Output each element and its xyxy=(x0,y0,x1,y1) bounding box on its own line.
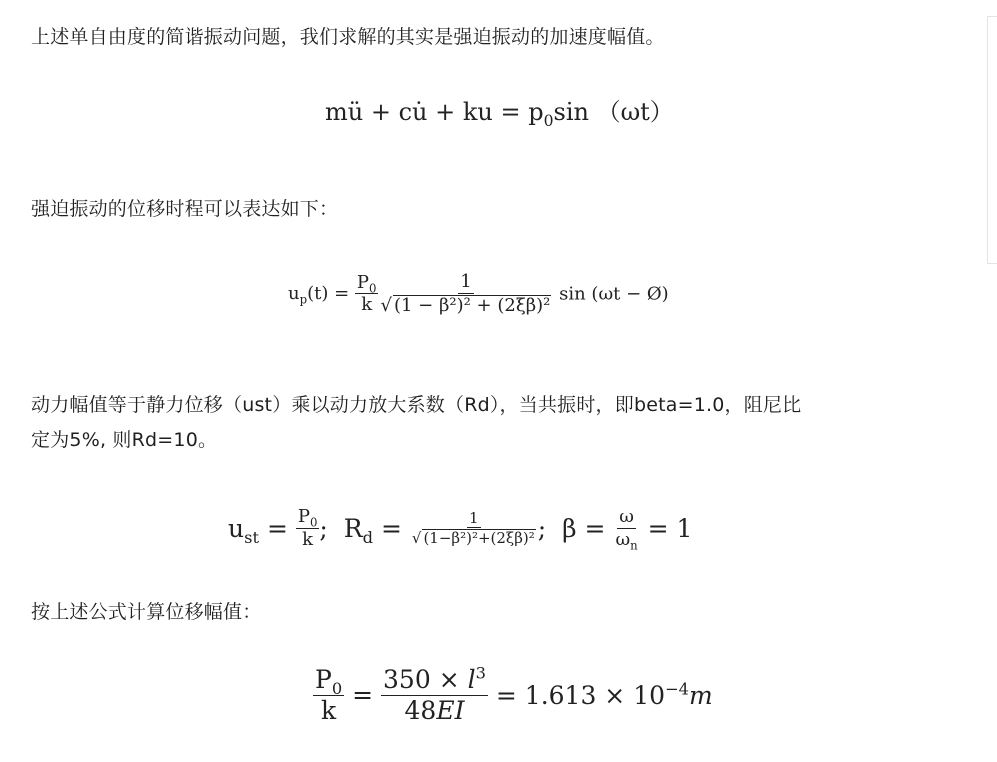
eq3-eq: = xyxy=(266,513,288,543)
paragraph-calculate: 按上述公式计算位移幅值： xyxy=(31,601,262,623)
paragraph-dynamic-amplitude-line1: 动力幅值等于静力位移（ust）乘以动力放大系数（Rd），当共振时，即beta=1.0，阻尼比 xyxy=(31,394,802,416)
eq4-f1-num: P xyxy=(315,665,332,694)
eq3-sep1: ; xyxy=(319,513,328,543)
eq3-ust-num: P xyxy=(297,506,310,527)
eq3-fraction-rd: $\frac{1}{\text{√ (1−β²)²+(2ξβ)²}}$ xyxy=(411,508,535,548)
eq3-r: R xyxy=(343,513,363,543)
eq2-tail: sin (ωt − Ø) xyxy=(559,283,669,305)
eq1-p-sub: 0 xyxy=(543,111,554,130)
paragraph-time-history: 强迫振动的位移时程可以表达如下： xyxy=(31,198,339,220)
eq4-f2-den-var: EI xyxy=(436,695,465,725)
eq3-sep2: ; xyxy=(537,513,547,543)
eq2-f2-den: (1 − β²)² + (2ξβ)² xyxy=(393,294,551,316)
eq2-arg: (t) = xyxy=(307,283,350,305)
eq4-rhs-unit: m xyxy=(688,680,713,710)
eq3-rd-num: 1 xyxy=(469,508,479,527)
equation-result: $\frac{P_0}{k}$ = $\frac{350 \times l^3}{48EI}$ = $1.613 \times 10^{-4}m$ xyxy=(315,663,713,725)
eq3-beta-num: ω xyxy=(619,506,634,527)
eq4-f2-num: 350 × xyxy=(383,665,468,694)
eq4-f2-num-var: l xyxy=(467,665,476,694)
sidebar-panel-edge xyxy=(987,16,997,264)
eq4-fraction-p0-k xyxy=(313,666,344,724)
eq3-beta-den: ω xyxy=(615,528,631,550)
eq3-ust-num-sub: 0 xyxy=(309,515,318,530)
eq2-f1-num: P xyxy=(356,271,370,293)
eq3-fraction-ust xyxy=(296,507,320,550)
eq3-beta-rhs: = 1 xyxy=(647,513,693,543)
paragraph-intro: 上述单自由度的简谐振动问题，我们求解的其实是强迫振动的加速度幅值。 xyxy=(31,26,665,48)
eq3-rd-den: (1−β²)²+(2ξβ)² xyxy=(423,529,535,548)
eq4-fraction-deflection xyxy=(381,663,488,725)
eq2-f1-num-sub: 0 xyxy=(369,281,377,296)
eq2-fraction-p0-k xyxy=(355,273,379,316)
eq2-f1-den: k xyxy=(361,294,373,316)
eq1-rhs: sin （ωt） xyxy=(553,98,674,126)
eq4-rhs-exp: −4 xyxy=(665,679,689,699)
eq4-f1-num-sub: 0 xyxy=(331,679,343,698)
eq3-u: u xyxy=(228,513,245,543)
paragraph-dynamic-amplitude-line2: 定为5%, 则Rd=10。 xyxy=(31,429,218,451)
eq3-beta-den-sub: n xyxy=(630,538,638,553)
eq4-f2-num-exp: 3 xyxy=(475,663,486,683)
eq1-lhs: mü + cu̇ + ku = p xyxy=(325,98,544,126)
eq3-fraction-beta xyxy=(613,506,639,553)
eq3-ust-den: k xyxy=(302,528,314,550)
eq4-rhs: = 1.613 × 10 xyxy=(495,680,666,710)
eq2-fraction-amplification: $\frac{1}{\text{√ (1 − β²)² + (2ξβ)²}}$ xyxy=(380,271,551,316)
eq4-f2-den-num: 48 xyxy=(404,695,437,725)
eq2-u: u xyxy=(288,283,300,305)
eq2-f2-num: 1 xyxy=(460,271,472,292)
eq3-r-sub: d xyxy=(362,527,374,547)
eq4-f1-den: k xyxy=(321,695,337,725)
equation-motion xyxy=(325,94,674,130)
eq3-beta: β = xyxy=(562,513,606,543)
eq3-u-sub: st xyxy=(244,527,259,547)
eq2-u-sub: p xyxy=(299,292,308,307)
equation-definitions: $u_{st}$ = $\frac{P_0}{k}$ ; $R_d$ = $\frac{1}{\text{√ (1−β²)²+(2ξβ)²}}$ ; β = $\frac{\omega}{\omega_n}$ = 1 xyxy=(228,506,693,553)
equation-displacement xyxy=(288,272,669,316)
